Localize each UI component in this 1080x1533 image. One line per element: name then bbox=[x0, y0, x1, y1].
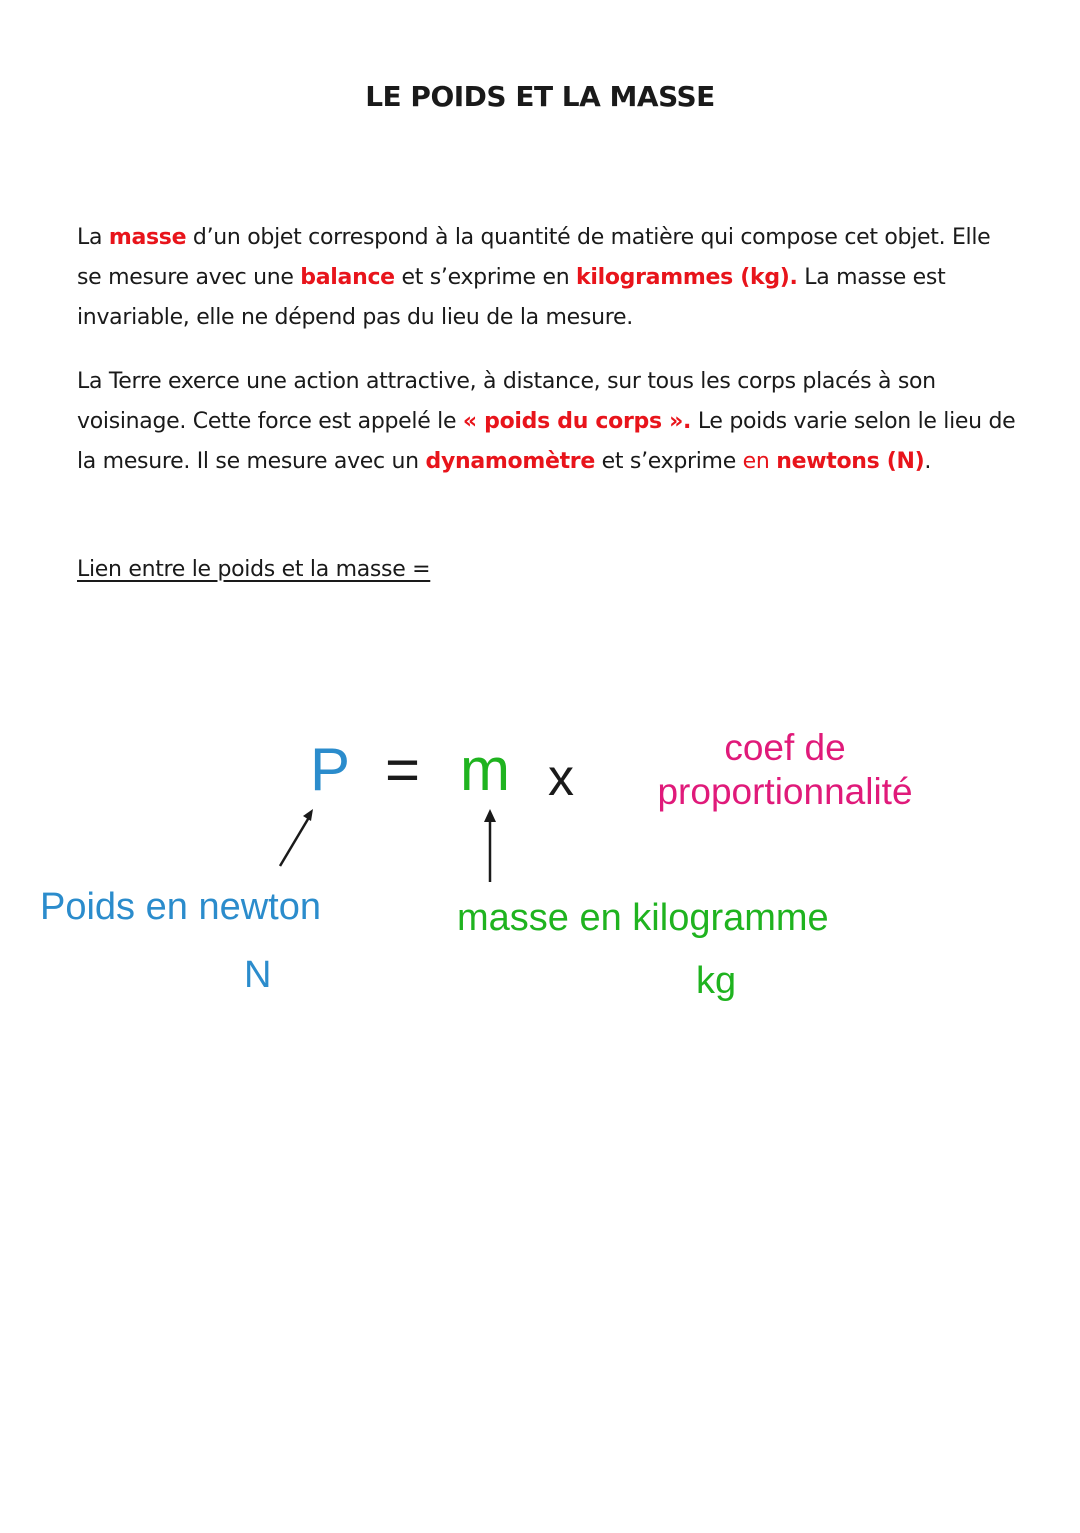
page-title: LE POIDS ET LA MASSE bbox=[365, 80, 715, 113]
highlight-poids-du-corps: « poids du corps ». bbox=[462, 409, 692, 434]
arrow-to-m bbox=[484, 809, 496, 882]
paragraph-text: Le poids varie selon le lieu de la mesure. Il se mesure avec un bbox=[77, 409, 1016, 474]
paragraph-text: . bbox=[924, 449, 932, 474]
poids-unit-label: N bbox=[244, 954, 272, 996]
coef-line-1: coef de bbox=[724, 727, 846, 768]
formula-equals: = bbox=[385, 736, 421, 803]
paragraph-text: La masse est invariable, elle ne dépend pas du lieu de la mesure. bbox=[77, 265, 946, 330]
formula-symbol-p: P bbox=[310, 736, 351, 803]
highlight-balance: balance bbox=[300, 265, 395, 290]
arrow-to-p bbox=[280, 809, 313, 866]
formula-symbol-m: m bbox=[460, 736, 510, 803]
highlight-en: en bbox=[742, 449, 770, 474]
paragraph-text: La Terre exerce une action attractive, à distance, sur tous les corps placés à son voisinage. Cette force est appelé le bbox=[77, 369, 936, 434]
highlight-kilogrammes: kilogrammes (kg). bbox=[576, 265, 798, 290]
paragraph-text: d’un objet correspond à la quantité de matière qui compose cet objet. Elle se mesure avec une bbox=[77, 225, 991, 290]
paragraph-text: et s’exprime bbox=[594, 449, 743, 474]
highlight-newtons: newtons (N) bbox=[776, 449, 925, 474]
highlight-dynamometre: dynamomètre bbox=[425, 449, 595, 474]
paragraph-text: et s’exprime en bbox=[394, 265, 577, 290]
masse-label: masse en kilogramme bbox=[457, 897, 829, 939]
section-label-lien: Lien entre le poids et la masse = bbox=[77, 557, 431, 582]
highlight-masse: masse bbox=[108, 225, 187, 250]
masse-unit-label: kg bbox=[696, 960, 737, 1002]
poids-label: Poids en newton bbox=[40, 886, 321, 928]
paragraph-text: La bbox=[77, 225, 109, 250]
formula-times: x bbox=[548, 749, 574, 807]
coef-line-2: proportionnalité bbox=[657, 771, 913, 812]
